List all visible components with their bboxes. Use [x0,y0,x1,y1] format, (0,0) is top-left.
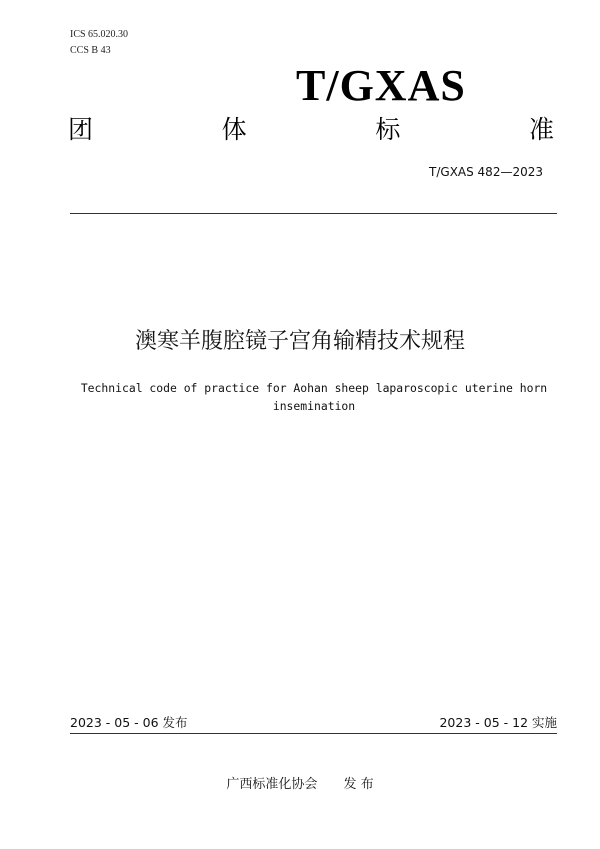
standard-number: T/GXAS 482—2023 [429,165,543,179]
footer-divider [70,733,557,734]
header-divider [70,213,557,214]
ccs-code: CCS B 43 [70,45,111,56]
title-english: Technical code of practice for Aohan sheep laparoscopic uterine horn insemination [80,381,548,413]
standard-type [68,114,554,146]
implementation-date: 2023 - 05 - 12 实施 [439,715,557,730]
publisher-action: 发 布 [343,777,374,792]
publisher-line [0,776,600,794]
issue-date: 2023 - 05 - 06 发布 [70,715,188,730]
ics-code: ICS 65.020.30 [70,29,129,40]
title-chinese: 澳寒羊腹腔镜子宫角输精技术规程 [134,329,465,354]
publisher-organization: 广西标准化协会 [226,777,318,792]
standard-type-char: 标 [375,115,401,144]
standard-type-char: 体 [221,115,247,144]
standard-type-char: 准 [528,115,554,144]
standard-logo: T/GXAS [296,61,466,110]
standard-type-char: 团 [68,115,94,144]
